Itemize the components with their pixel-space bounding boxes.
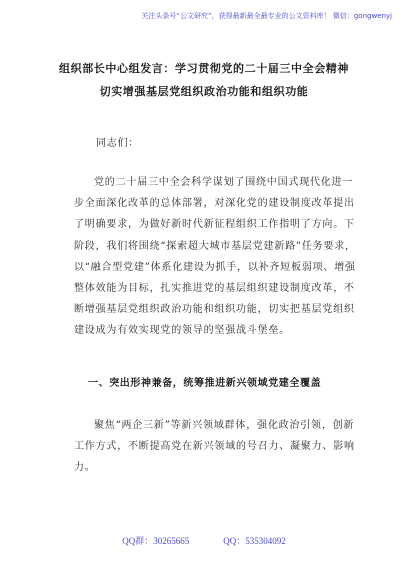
greeting: 同志们： (96, 138, 140, 149)
document-title-line-2: 切实增强基层党组织政治功能和组织功能 (99, 85, 309, 98)
section-1-heading: 一、突出形神兼备，统筹推进新兴领域党建全覆盖 (88, 378, 322, 389)
footer-contact (0, 534, 408, 547)
footer-qq-number: QQ：535304092 (223, 536, 286, 546)
footer-qq-group: QQ群：30265665 (122, 536, 190, 546)
document-title-line-1: 组织部长中心组发言：学习贯彻党的二十届三中全会精神 (59, 62, 349, 75)
paragraph-2: 聚焦“两企三新”等新兴领域群体，强化政治引领，创新工作方式，不断提高党在新兴领域的号召力、凝聚力、影响力。 (74, 420, 355, 474)
header-promo-note: 关注头条号“公文研究”，获得最新最全最专业的公文资料库！ 微信：gongwenyj (141, 12, 392, 20)
paragraph-1: 党的二十届三中全会科学谋划了围绕中国式现代化进一步全面深化改革的总体部署，对深化党的建设制度改革提出了明确要求，为做好新时代新征程组织工作指明了方向。下阶段，我们将围绕“探索超大城市基层党建新路”任务要求，以“融合型党建”体系化建设为抓手，以补齐短板弱项、增强整体效能为目标，扎实推进党的基层组织建设制度改革，不断增强基层党组织政治功能和组织功能，切实把基层党组织建设成为有效实现党的领导的坚强战斗堡垒。 (74, 177, 356, 337)
